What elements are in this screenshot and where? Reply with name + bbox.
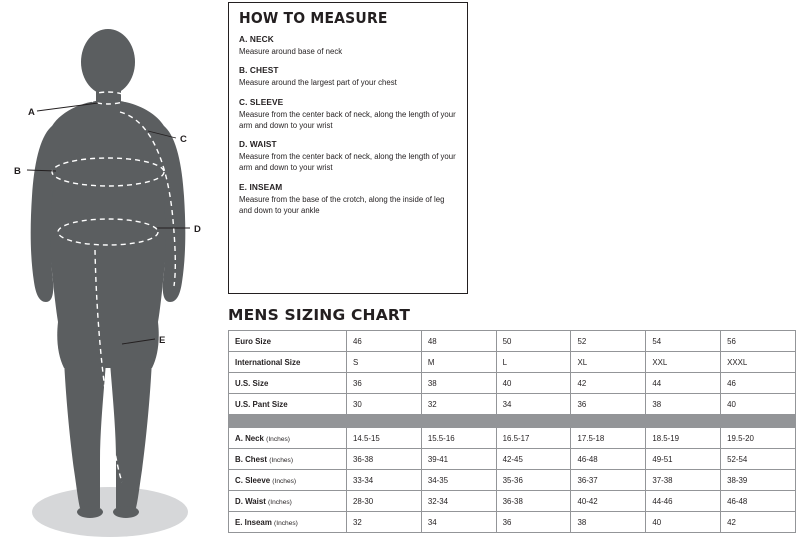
callout-letter-c: C [180, 134, 187, 145]
cell: 39-41 [421, 449, 496, 470]
cell: 42 [571, 373, 646, 394]
callout-letter-b: B [14, 166, 21, 177]
sizing-table [228, 330, 796, 533]
cell: 14.5-15 [347, 428, 422, 449]
cell: 32-34 [421, 491, 496, 512]
cell: 34-35 [421, 470, 496, 491]
cell: 16.5-17 [496, 428, 571, 449]
howto-label-neck: A. NECK [239, 34, 274, 44]
howto-label-inseam: E. INSEAM [239, 181, 283, 192]
cell: 40 [721, 394, 796, 415]
cell: 38 [571, 512, 646, 533]
row-label-chest [229, 449, 347, 470]
cell: 17.5-18 [571, 428, 646, 449]
row-label-sleeve [229, 470, 347, 491]
cell: 34 [496, 394, 571, 415]
row-label-text: D. Waist [235, 496, 266, 506]
cell: XXL [646, 352, 721, 373]
cell: 49-51 [646, 449, 721, 470]
cell: 18.5-19 [646, 428, 721, 449]
howto-item-chest [239, 65, 459, 88]
row-label-unit: (Inches) [269, 456, 294, 464]
howto-label-sleeve: C. SLEEVE [239, 96, 284, 107]
cell: 36 [496, 512, 571, 533]
cell: 44-46 [646, 491, 721, 512]
row-label-neck [229, 428, 347, 449]
howto-item-sleeve [239, 97, 459, 132]
table-row [229, 470, 796, 491]
callout-letter-e: E [159, 335, 166, 346]
cell: 38 [421, 373, 496, 394]
row-label-us-pant-size: U.S. Pant Size [229, 394, 347, 415]
cell: XXXL [721, 352, 796, 373]
sizing-chart-title: MENS SIZING CHART [228, 306, 411, 324]
cell: 32 [347, 512, 422, 533]
row-label-euro-size: Euro Size [229, 331, 347, 352]
cell: 36-38 [347, 449, 422, 470]
body-silhouette [31, 29, 186, 518]
how-to-measure-title: HOW TO MEASURE [239, 9, 388, 27]
cell: 46-48 [571, 449, 646, 470]
cell: 37-38 [646, 470, 721, 491]
divider-cell [229, 415, 796, 428]
row-label-inseam [229, 512, 347, 533]
table-row [229, 331, 796, 352]
cell: 36-38 [496, 491, 571, 512]
how-to-measure-box [228, 2, 468, 294]
row-label-unit: (Inches) [268, 498, 292, 506]
howto-desc-neck: Measure around base of neck [239, 47, 343, 56]
table-divider-row [229, 415, 796, 428]
row-label-international-size: International Size [229, 352, 347, 373]
cell: 54 [646, 331, 721, 352]
cell: 40 [496, 373, 571, 394]
cell: 46 [721, 373, 796, 394]
howto-desc-chest: Measure around the largest part of your chest [239, 78, 397, 88]
cell: 50 [496, 331, 571, 352]
ground-shadow [32, 487, 188, 537]
howto-desc-waist: Measure from the center back of neck, along the length of your arm and down to your wrist [239, 152, 456, 173]
table-row [229, 449, 796, 470]
measurement-figure-panel [0, 0, 222, 545]
cell: 36-37 [571, 470, 646, 491]
cell: 46-48 [721, 491, 796, 512]
cell: 52-54 [721, 449, 796, 470]
howto-item-neck [239, 34, 459, 57]
cell: 30 [347, 394, 422, 415]
howto-label-chest: B. CHEST [239, 65, 279, 76]
callout-letter-d: D [194, 224, 201, 235]
cell: L [496, 352, 571, 373]
sizing-chart-section [228, 306, 796, 533]
callout-letter-a: A [28, 107, 35, 118]
cell: 40-42 [571, 491, 646, 512]
row-label-text: A. Neck [235, 433, 264, 443]
howto-label-waist: D. WAIST [239, 139, 277, 150]
cell: 32 [421, 394, 496, 415]
cell: 40 [646, 512, 721, 533]
cell: 38-39 [721, 470, 796, 491]
cell: 52 [571, 331, 646, 352]
row-label-waist [229, 491, 347, 512]
cell: M [421, 352, 496, 373]
cell: 35-36 [496, 470, 571, 491]
cell: 36 [571, 394, 646, 415]
body-figure-illustration [0, 0, 222, 545]
cell: 46 [347, 331, 422, 352]
row-label-text: E. Inseam [235, 517, 272, 527]
table-row [229, 428, 796, 449]
row-label-text: B. Chest [235, 454, 268, 464]
howto-desc-sleeve: Measure from the center back of neck, along the length of your arm and down to your wrist [239, 109, 456, 130]
table-row [229, 512, 796, 533]
cell: 42-45 [496, 449, 571, 470]
howto-item-waist [239, 139, 459, 174]
row-label-us-size: U.S. Size [229, 373, 347, 394]
cell: 38 [646, 394, 721, 415]
table-row [229, 373, 796, 394]
row-label-unit: (Inches) [274, 519, 298, 527]
cell: 42 [721, 512, 796, 533]
row-label-text: C. Sleeve [235, 475, 271, 485]
cell: 34 [421, 512, 496, 533]
howto-item-inseam [239, 182, 459, 217]
cell: 19.5-20 [721, 428, 796, 449]
cell: 36 [347, 373, 422, 394]
table-row [229, 352, 796, 373]
row-label-unit: (Inches) [272, 477, 297, 485]
cell: 28-30 [347, 491, 422, 512]
cell: 15.5-16 [421, 428, 496, 449]
table-row [229, 394, 796, 415]
row-label-unit: (Inches) [266, 435, 290, 443]
cell: XL [571, 352, 646, 373]
table-row [229, 491, 796, 512]
cell: 33-34 [347, 470, 422, 491]
cell: 48 [421, 331, 496, 352]
cell: 56 [721, 331, 796, 352]
cell: S [347, 352, 422, 373]
cell: 44 [646, 373, 721, 394]
howto-desc-inseam: Measure from the base of the crotch, along the inside of leg and down to your ankle [239, 194, 445, 216]
